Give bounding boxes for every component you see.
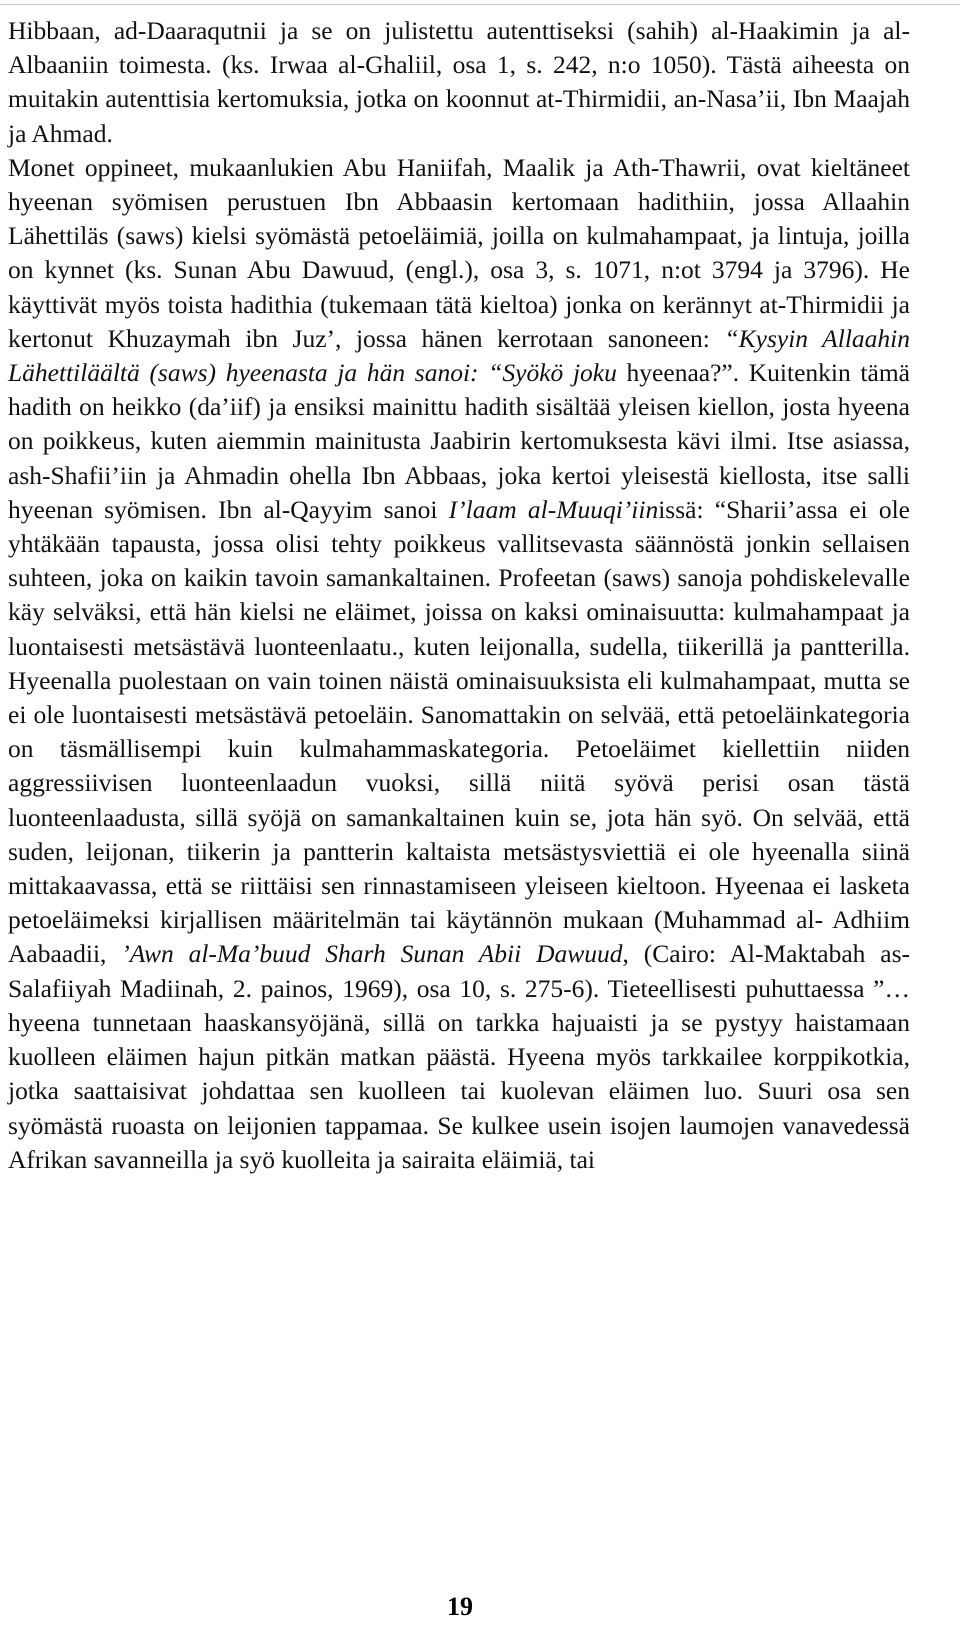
document-page [8,14,910,1177]
text-segment: Monet oppineet, mukaanlukien Abu Haniifah, Maalik ja Ath-Thawrii, ovat kieltäneet hyeenan syömisen perustuen Ibn Abbaasin kertomaan hadithiin, jossa Allaahin Lähettiläs (saws) kielsi syömästä petoeläimiä, joilla on kulmahampaat, ja lintuja, joilla on kynnet (ks. Sunan Abu Dawuud, (engl.), osa 3, s. 1071, n:ot 3794 ja 3796). He käyttivät myös toista hadithia (tukemaan tätä kieltoa) jonka on kerännyt at-Thirmidii ja kertonut Khuzaymah ibn Juz’, jossa hänen kerrotaan sanoneen: [8,152,910,353]
text-segment: , (Cairo: Al-Maktabah as-Salafiiyah Madiinah, 2. painos, 1969), osa 10, s. 275-6). Tieteellisesti puhuttaessa ”…hyeena tunnetaan haaskansyöjänä, sillä on tarkka hajuaisti ja se pystyy haistamaan kuolleen eläimen hajun pitkän matkan päästä. Hyeena myös tarkkailee korppikotkia, jotka saattaisivat johdattaa sen kuolleen tai kuolevan eläimen luo. Suuri osa sen syömästä ruoasta on leijonien tappamaa. Se kulkee usein isojen laumojen vanavedessä Afrikan savanneilla ja syö kuolleita ja sairaita eläimiä, tai [8,939,910,1174]
book-title-italic: I’laam al-Muuqi’iin [448,494,659,524]
paragraph-intro: Hibbaan, ad-Daaraqutnii ja se on julistettu autenttiseksi (sahih) al-Haakimin ja al-Albaaniin toimesta. (ks. Irwaa al-Ghaliil, osa 1, s. 242, n:o 1050). Tästä aiheesta on muitakin autenttisia kertomuksia, jotka on koonnut at-Thirmidii, an-Nasa’ii, Ibn Maajah ja Ahmad. [8,16,910,148]
text-segment: hyeenaa?”. Kuitenkin tämä hadith on heikko (da’iif) ja ensiksi mainittu hadith sisältää yleisen kiellon, josta hyeena on poikkeus, kuten aiemmin mainitusta Jaabirin kertomuksesta kävi ilmi. Itse asiassa, ash-Shafii’iin ja Ahmadin ohella Ibn Abbaas, joka kertoi yleisestä kiellosta, itse salli hyeenan syömisen. Ibn al-Qayyim sanoi [8,358,910,524]
quote-italic: “Kysyin Allaahin Lähettiläältä (saws) hyeenasta ja hän sanoi: “Syökö joku [8,323,910,388]
page-number: 19 [447,1592,473,1621]
book-title-italic: ’Awn al-Ma’buud Sharh Sunan Abii Dawuud [121,939,623,969]
top-border-line [0,4,960,5]
paragraph-main [8,151,910,1177]
text-segment: issä: “Sharii’assa ei ole yhtäkään tapausta, jossa olisi tehty poikkeus vallitsevasta säännöstä jonkin sellaisen suhteen, joka on kaikin tavoin samankaltainen. Profeetan (saws) sanoja pohdiskelevalle käy selväksi, että hän kielsi ne eläimet, joissa on kaksi ominaisuutta: kulmahampaat ja luontaisesti metsästävä luonteenlaatu., kuten leijonalla, sudella, tiikerillä ja pantterilla. Hyeenalla puolestaan on vain toinen näistä ominaisuuksista eli kulmahampaat, mutta se ei ole luontaisesti metsästävä petoeläin. Sanomattakin on selvää, että petoeläinkategoria on täsmällisempi kuin kulmahammaskategoria. Petoeläimet kiellettiin niiden aggressiivisen luonteenlaadun vuoksi, sillä niitä syövä perisi osan tästä luonteenlaadusta, sillä syöjä on samankaltainen kuin se, jota hän syö. On selvää, että suden, leijonan, tiikerin ja pantterin kaltaista metsästysviettiä ei ole hyeenalla siinä mittakaavassa, että se riittäisi sen rinnastamiseen yleiseen kieltoon. Hyeenaa ei lasketa petoeläimeksi kirjallisen määritelmän tai käytännön mukaan (Muhammad al- Adhiim Aabaadii, [8,494,910,969]
